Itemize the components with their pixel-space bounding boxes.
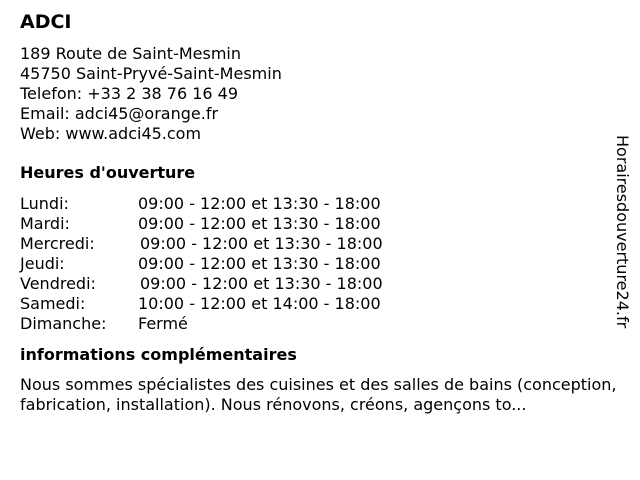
company-name: ADCI [20,11,72,33]
time-value: 10:00 - 12:00 et 14:00 - 18:00 [138,294,381,313]
day-label: Jeudi: [20,254,65,273]
time-value: 09:00 - 12:00 et 13:30 - 18:00 [138,194,381,213]
site-watermark: Horairesdouverture24.fr [613,135,632,329]
time-value: 09:00 - 12:00 et 13:30 - 18:00 [138,254,381,273]
time-value: 09:00 - 12:00 et 13:30 - 18:00 [138,214,381,233]
day-label: Samedi: [20,294,86,313]
hours-row-jeudi [20,254,620,274]
day-label: Lundi: [20,194,69,213]
hours-row-samedi [20,294,620,314]
opening-hours-list [20,194,620,334]
info-heading: informations complémentaires [20,345,297,364]
time-value: 09:00 - 12:00 et 13:30 - 18:00 [140,274,383,293]
hours-row-lundi [20,194,620,214]
business-card [20,10,620,415]
time-value: 09:00 - 12:00 et 13:30 - 18:00 [140,234,383,253]
address-street: 189 Route de Saint-Mesmin [20,44,241,63]
day-label: Dimanche: [20,314,107,333]
day-label: Vendredi: [20,274,96,293]
info-description: Nous sommes spécialistes des cuisines et des salles de bains (conception, fabrication, installation). Nous rénovons, créons, agençons to... [20,375,617,414]
day-label: Mardi: [20,214,70,233]
phone-line: Telefon: +33 2 38 76 16 49 [20,84,239,103]
hours-row-mardi [20,214,620,234]
contact-block [20,44,620,144]
day-label: Mercredi: [20,234,95,253]
address-city: 45750 Saint-Pryvé-Saint-Mesmin [20,64,282,83]
hours-row-vendredi [20,274,620,294]
hours-heading: Heures d'ouverture [20,163,196,182]
hours-row-dimanche [20,314,620,334]
time-value: Fermé [138,314,188,333]
email-line: Email: adci45@orange.fr [20,104,219,123]
web-line: Web: www.adci45.com [20,124,202,143]
hours-row-mercredi [20,234,620,254]
